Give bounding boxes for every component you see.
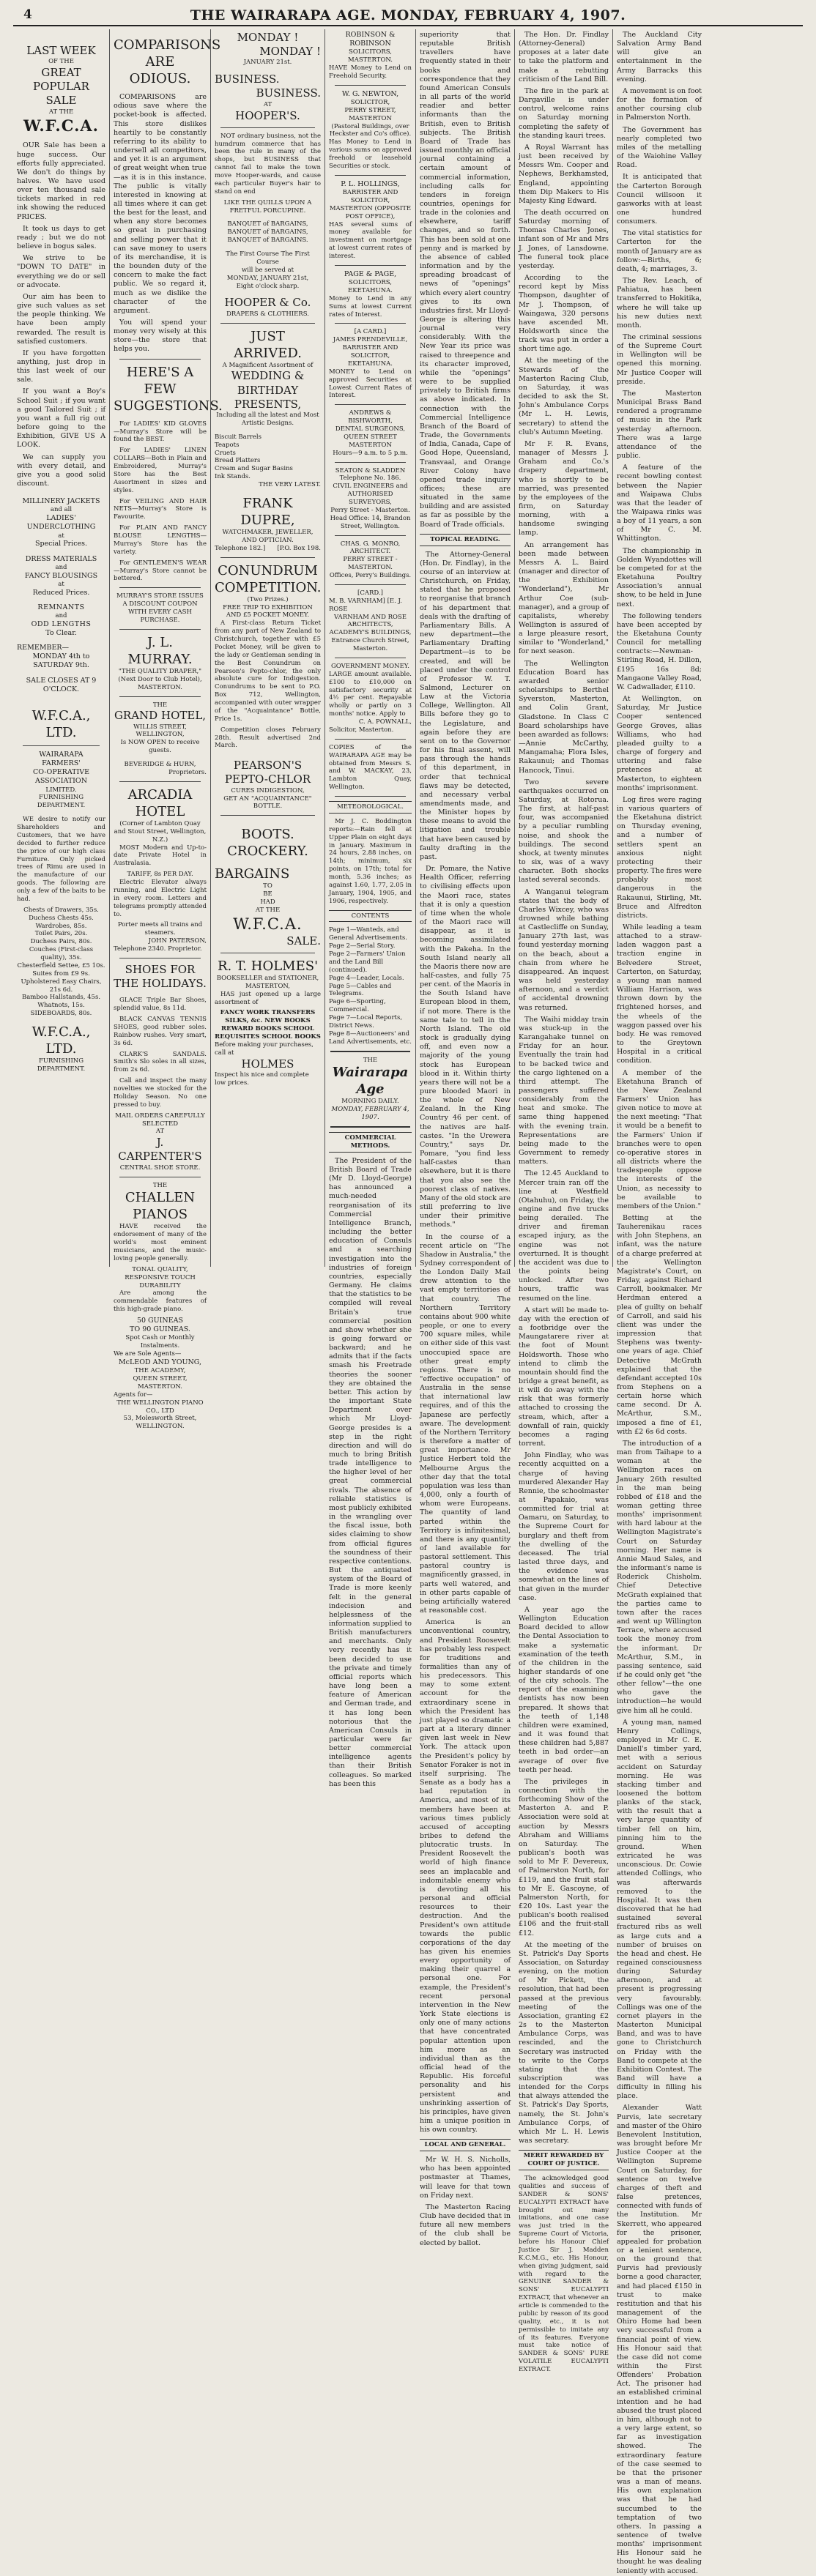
hooper-monday-2: MONDAY ! [259,45,321,59]
suggestion-item: For LADIES' LINEN COLLARS—Both in Plain and Embroidered, Murray's Store has the Best Assortment in sizes and styles. [114,447,207,494]
comparisons-para-2: You will spend your money very wisely at this store—the store that helps you. [114,319,207,354]
local-item: A Royal Warrant has just been received by Messrs Wm. Cooper and Nephews, Berkhamsted, England, appointing them Dip Makers to His Majesty King Edward. [519,143,609,205]
wfca-para-5: If you have forgotten anything, just drop in this last week of our sale. [17,349,105,384]
local-item: The Masterton Racing Club have decided that in future all new members of the club shall be elected by ballot. [420,2203,511,2247]
wfca-ltd-footer: W.F.C.A., LTD. [31,1024,91,1057]
merit-rewarded-heading: MERIT REWARDED BY COURT OF JUSTICE. [519,2150,609,2170]
commercial-methods-continued: superiority that reputable British travellers have frequently stated in their books and correspondence that they found American Consuls in all parts of the world readier and better informants than the British, even to British subjects. The British Board of Trade has issued monthly an official journal containing a certain amount of commercial information, including calls for tenders in foreign countries, openings for trade in the colonies and elsewhere, tariff changes, and so forth. This has been sold at one penny and is marked by the absence of cabled information and by the spreading broadcast of news of "openings" which every alert country gives to its own industries first. Mr Lloyd-George is altering this journal very considerably. With the New Year its price was raised to threepence and its character improved, while the "openings" were to be supplied privately to British firms as above indicated. In connection with the Commercial Intelligence Branch of the Board of Trade, the Governments of India, Canada, Cape of Good Hope, Queensland, Transvaal, and Orange River Colony have opened trade inquiry offices; these are situated in the same building and are assisted as far as possible by the Board of Trade officials. [420,31,511,529]
gift-item: Biscuit Barrels [215,433,262,441]
shoes-mail-orders: MAIL ORDERS CAREFULLY SELECTED [115,1112,205,1128]
challen-street: QUEEN STREET, MASTERTON. [133,1375,188,1391]
grand-hotel-proprietors: BEVERIDGE & HURN, [124,761,196,769]
shoes-at: AT [155,1128,165,1136]
competition-prizes: (Two Prizes.) [247,595,289,603]
andrews-street: QUEEN STREET MASTERTON [344,433,397,449]
hooper-banquet: BANQUET of BARGAINS, BANQUET of BARGAINS, BANQUET of BARGAINS. [227,220,308,245]
wfca-para-4: Our aim has been to give such values as set the people thinking. We have been amply rewarded. The result is satisfied customers. [17,292,105,346]
just-arrived-heading: JUST ARRIVED. [234,328,302,361]
local-item: A feature of the recent bowling contest between the Napier and Waipawa Clubs was that the leader of the Waipawa rinks was a boy of 11 years, a son of Mr C. M. Whittington. [617,464,702,543]
wfca-line-2: and all [50,506,73,514]
hooper-name-heading: HOOPER'S. [235,108,300,122]
robinson-title: SOLICITORS, [349,48,392,56]
local-item: Alexander Watt Purvis, late secretary and master of the Ohiro Benevolent Institution, was brought before Mr Justice Cooper at the Wellington Supreme Court on Saturday, for sentence on twelve charges of theft and false pretences, connected with funds of the Institution. Mr Skerrett, who appeared for the prisoner, appealed for probation or a lenient sentence, on the ground that Purvis had previously borne a good character, and had placed £150 in trust to make restitution and that his management of the Ohiro Home had been very successful from a financial point of view. His Honour said that the case did not come within the First Offenders' Probation Act. The prisoner had an established criminal intention and he had abused the trust placed in him, although not to a very large extent, so far as investigation showed. The extraordinary feature of the case seemed to be that the prisoner was a man of means. His own explanation was that he had succumbed to the temptation of two others. In passing a sentence of twelve months' imprisonment His Honour said he thought he was dealing leniently with accused. [617,2104,702,2575]
furniture-item: Toilet Pairs, 20s. [34,930,88,938]
wfca-heading-2: OF THE [48,58,74,66]
challen-price-high: TO 90 GUINEAS. [130,1325,190,1334]
local-item: The Waihi midday train was stuck-up in the Karangahake tunnel on Friday for an hour. Eventually the train had to be backed twice and the cargo lightened on a third attempt. The passengers suffered considerably from the heat and smoke. The same thing happened with the evening train. Representations are being made to the Government to remedy matters. [519,1015,609,1166]
local-item: The Rev. Leach, of Pahiatua, has been transferred to Hokitika, where he will take up his new duties next month. [617,277,702,330]
holmes-trade: BOOKSELLER and STATIONER, [216,974,319,982]
challen-agents-for: Agents for— [114,1391,153,1399]
monro-name: CHAS. G. MONRO, [340,540,401,548]
prendeville-card: [A CARD.] [354,328,387,336]
wfca-line-15: REMEMBER— [17,644,70,652]
newton-name: W. G. NEWTON, [341,89,399,98]
contents-item: Page 1—Wanteds, and General Advertisements. [329,926,407,942]
suggestions-heading: HERE'S A FEW SUGGESTIONS. [114,364,223,414]
shoes-item: BLACK CANVAS TENNIS SHOES, good rubber soles. Rainbow rushes. Very smart, 3s 6d. [114,1016,207,1047]
meteorological-text: Mr J. C. Boddington reports:—Rain fell at Upper Plain on eight days in January. Maximum in 24 hours, 2.88 inches, on 14th; minimum, six points, on 17th; total for month, 5.36 inches; as against 1.60, 1.77, 2.05 in January, 1904, 1905, and 1906, respectively. [329,817,412,905]
wfca-line-17: SALE CLOSES AT 9 O'CLOCK. [26,676,97,693]
pepto-cures: CURES INDIGESTION, [231,786,305,794]
local-item: At Wellington, on Saturday, Mr Justice Cooper sentenced George Groves, alias Williams, who had pleaded guilty to a charge of forgery and uttering and false pretences at Masterton, to eighteen months' imprisonment. [617,695,702,792]
just-arrived-designs: Including all the latest and Most Artistic Designs. [216,412,319,427]
pepto-chlor-name: PEPTO-CHLOR [224,773,311,786]
editorial-masthead-daily: MORNING DAILY. [341,1098,399,1106]
arcadia-address: (Corner of Lambton Quay and Stout Street, Wellington, N.Z.) [114,819,207,844]
bargains-at: AT THE [255,906,281,914]
shoes-item: GLACE Triple Bar Shoes, splendid value, 8s 11d. [114,997,207,1013]
column-wfca-sale [13,29,110,1267]
crockery-heading: CROCKERY. [227,844,308,860]
prendeville-title: BARRISTER AND SOLICITOR, [342,344,398,360]
challen-terms: Spot Cash or Monthly Instalments. [125,1334,195,1350]
furniture-item: Wardrobes, 85s. [35,922,87,930]
competition-desc: A First-class Return Ticket from any part of New Zealand to Christchurch, together with £5 Pocket Money, will be given to the lady or Gentleman sending in the Best Conundrum on Pearson's Pepto-chlor, the only absolute cure for Indigestion. Conundrums to be sent to P.O. Box 712, Wellington, accompanied with outer wrapper of the "Acquaintance" Bottle, Price 1s. [215,619,321,723]
meteorological-heading: METEOROLOGICAL. [329,801,412,814]
murray-coupon: MURRAY'S STORE ISSUES A DISCOUNT COUPON WITH EVERY CASH PURCHASE. [116,592,204,624]
holmes-footer-name: HOLMES [241,1057,294,1071]
editorial-masthead-title: Wairarapa Age [332,1065,409,1098]
varnham-name: VARNHAM AND ROSE [334,613,407,621]
challen-academy: THE ACADEMY, [134,1367,186,1375]
wfca-line-9: at [58,580,64,588]
hooper-time: Eight o'clock sharp. [236,282,300,290]
wfca-furniture-para: WE desire to notify our Shareholders and Customers, that we have decided to further reduce the price of our high class Furniture. Only picked trees of Rimu are used in the manufacture of our goods. The following are only a few of the baits to be had. [17,816,105,903]
topical-item: The Attorney-General (Hon. Dr. Findlay), in the course of an interview at Christchurch, on Friday, stated that he proposed to reorganise that branch of his department that deals with the drafting of Parliamentary Bills. A new department—the Parliamentary Drafting Department—is to be created, and will be placed under the control of Professor W. T. Salmond, Lecturer on Law at the Victoria College, Wellington. All Bills before they go to the Legislature, and again before they are sent on to the Governor for his final assent, will pass through the hands of this department, in order that technical flaws may be detected, and necessary verbal amendments made, and the Minister hopes by these means to avoid the litigation and trouble that have been caused by faulty drafting in the past. [420,550,511,861]
topical-item: Dr. Pomare, the Native Health Officer, referring to civilising effects upon the Maori race, states that it is only a question of time when the whole of the Maori race will disappear, as it is becoming assimilated with the Pakeha. In the South Island nearly all the Maoris there now are half-castes, and fully 75 per cent. of the Maoris in the South Island have European blood in them, if not more. There is the same tale to tell in the North Island. The old stock is gradually dying off, and even now a majority of the young stock has European blood in it. Within thirty years there will not be a pure blooded Maori in the whole of New Zealand. In the King Country 46 per cent. of the natives are half-castes. "In the Urewera Country," says Dr. Pomare, "you find less half-castes than elsewhere, but it is there that you also see the poorest class of natives. Many of the old stock are still preferring to live under their primitive methods." [420,865,511,1229]
comparisons-heading: COMPARISONS ARE ODIOUS. [114,37,221,87]
robinson-town: MASTERTON. [347,56,393,64]
local-item: The Hon. Dr. Findlay (Attorney-General) proposes at a later date to take the platform and make a rebutting criticism of the Land Bill. [519,31,609,83]
murray-name: J. L. MURRAY. [127,634,193,667]
local-item: A member of the Eketahuna Branch of the New Zealand Farmers' Union has given notice to move at the next meeting: "That it would be a benefit to the Farmers' Union if branches were to open co-operative stores in all districts where the tradespeople oppose the interests of the Union, as necessity to be available to members of the Union." [617,1068,702,1210]
challen-pianos: PIANOS [132,1207,188,1223]
seaton-title: CIVIL ENGINEERS and AUTHORISED SURVEYORS, [333,483,408,507]
column-topical-reading [416,29,515,2247]
furniture-item: Bamboo Hallstands, 45s. [21,994,101,1002]
grand-hotel-open: Is NOW OPEN to receive guests. [120,739,200,755]
contents-item: Page 7—Local Reports, District News. [329,1014,403,1030]
wfca-ltd-line-5: LIMITED. [45,786,77,794]
andrews-title: DENTAL SURGEONS, [335,425,406,433]
grand-hotel-name: GRAND HOTEL, [114,709,207,723]
furniture-item: Duchess Pairs, 80s. [30,938,92,946]
challen-price-low: 50 GUINEAS [136,1317,184,1325]
seaton-street: Perry Street - Masterton. [330,506,410,514]
gift-item: Teapots [215,441,240,449]
local-item: The fire in the park at Dargaville is under control, welcome rains on Saturday morning completing the safety of the standing kauri trees. [519,86,609,140]
wfca-line-5: Special Prices. [34,540,88,548]
shoes-item: Call and inspect the many novelties we stocked for the Holiday Season. No one pressed to buy. [114,1077,207,1109]
wfca-para-2: It took us days to get ready ; but we do not believe in bogus sales. [17,224,105,251]
local-item: The introduction of a man from Taihape to a woman at the Wellington races on January 26th resulted in the man being robbed of £18 and the woman getting three months' imprisonment with hard labour at the Wellington Magistrate's Court on Saturday morning. Her name is Annie Maud Sales, and the informant's name is Roderick Chisholm. Chief Detective McGrath explained that the parties came to town after the races and went up Willington Terrace, where accused took the money from the informant. Dr McArthur, S.M., in passing sentence, said if he could only get "the other fellow"—the one who gave the introduction—he would give him all he could. [617,1439,702,1715]
local-item: The Auckland City Salvation Army Band will give an entertainment in the Army Barracks this evening. [617,31,702,83]
holmes-inspect: Inspect his nice and complete low prices. [215,1071,309,1087]
local-item: At the meeting of the Stewards of the Masterton Racing Club, on Saturday, it was decided to ask the St. John's Ambulance Corps (Mr L. H. Lewis, secretary) to attend the club's Autumn Meeting. [519,357,609,436]
local-item: An arrangement has been made between Messrs A. L. Baird (manager and director of the Exhibition "Wonderland"), Mr Arthur Coe (sub-manager), and a group of capitalists, whereby Wellington is assured of a large pleasure resort, similar to "Wonderland," for next season. [519,540,609,656]
page-and-page-title: SOLICITORS, EKETAHUNA. [348,279,393,294]
furniture-item: SIDEBOARDS, 80s. [30,1010,92,1018]
topical-item: America is an unconventional country, and President Roosevelt has probably less respect for traditions and formalities than any of his predecessors. This may to some extent account for the extraordinary scene in which the President has just played so dramatic a part at a literary dinner given last week in New York. The attack upon the President's policy by Senator Foraker is not in itself surprising. The Senate as a body has a bad reputation in America, and most of its members have been at various times publicly accused of accepting bribes to defend the plutocratic trusts. In President Roosevelt the world of high finance sees an implacable and indomitable enemy who is devoting all his personal and official resources to their destruction. And the President's own attitude towards the public corporations of the day has given his enemies every opportunity of making their quarrel a personal one. For example, the President's recent personal intervention in the New York State elections is only one of many actions that have concentrated popular attention upon him more as an individual than as the official head of the Republic. His forceful personality and his persistent and unshrinking assertion of his principles, have given him a unique position in his own country. [420,1618,511,2134]
arcadia-tariff: TARIFF, 8s PER DAY. [127,871,193,879]
wfca-line-13: ODD LENGTHS [31,619,92,628]
gift-item: Cruets [215,449,236,457]
copies-notice: COPIES of the WAIRARAPA AGE may be obtained from Messrs S. and W. MACKAY, 23, Lambton Quay, Wellington. [329,743,412,792]
hollings-desc: HAS several sums of money available for investment on mortgage at lowest current rates of interest. [329,220,412,260]
local-item: The Masterton Municipal Brass Band rendered a programme of music in the Park yesterday afternoon. There was a large attendance of the public. [617,389,702,461]
hollings-address: MASTERTON (OPPOSITE POST OFFICE), [329,204,412,220]
local-item: The championship in Golden Wyandottes will be competed for at the Eketahuna Poultry Association's annual show, to be held in June next. [617,546,702,608]
local-item: It is anticipated that the Carterton Borough Council willsoon it gasworks with at least one hundred consumers. [617,173,702,226]
wfca-para-1: OUR Sale has been a huge success. Our efforts fully appreciated. We don't do things by halves. We have used over ten thousand sale tickets marked in red ink showing the reduced PRICES. [17,141,105,221]
contents-item: Page 4—Leader, Locals. [329,974,404,982]
furniture-item: Chests of Drawers, 35s. [23,906,99,914]
conundrum-heading: CONUNDRUM [218,562,318,578]
varnham-partners: M. B. VARNHAM] [E. J. ROSE [329,597,402,613]
prendeville-town: EKETAHUNA. [348,360,393,368]
varnham-card: [CARD.] [357,589,383,597]
hooper-date: JANUARY 21st. [243,59,292,67]
carpenter-store: CENTRAL SHOE STORE. [119,1164,201,1172]
arcadia-electric: Electric Elevator always running, and Electric Light in every room. Letters and telegrams promptly attended to. [114,879,207,918]
frank-dupre-trade: WATCHMAKER, JEWELLER, AND OPTICIAN. [222,528,314,544]
just-arrived-latest: THE VERY LATEST. [259,481,321,488]
wfca-line-14: To Clear. [45,628,77,637]
wfca-line-4: at [58,532,64,540]
competition-free-trip: FREE TRIP TO EXHIBITION AND £5 POCKET MONEY. [223,603,313,619]
wfca-heading-5: AT THE [48,108,74,116]
arcadia-proprietor: JOHN PATERSON, [148,937,207,945]
local-item: A young man, named Henry Collings, employed in Mr C. E. Daniell's timber yard, met with a serious accident on Saturday morning. He was stacking timber and loosened the bottom planks of the stack, with the result that a very large quantity of timber fell on him, pinning him to the ground. When extricated he was unconscious. Dr. Cowie attended Collings, who was afterwards removed to the Hospital. It was then discovered that he had sustained several fractured ribs as well as large cuts and a number of bruises on the head and chest. He regained consciousness during Saturday afternoon, and at present is progressing very favourably. Collings was one of the cornet players in the Masterton Municipal Band, and was to have gone to Christchurch on Friday with the Band to compete at the Exhibition Contest. The Band will have a difficulty in filling his place. [617,1718,702,2101]
hooper-drapers: DRAPERS & CLOTHIERS. [226,310,309,318]
wfca-furnishing-footer: FURNISHING DEPARTMENT. [37,1057,86,1073]
wfca-line-3: LADIES' UNDERCLOTHING [26,514,96,532]
murray-town: MASTERTON. [137,683,183,691]
local-item: A year ago the Wellington Education Board decided to allow the Dental Association to make a systematic examination of the teeth of the children in the higher standards of one of the city schools. The report of the examining dentists has now been prepared. It shows that the teeth of 1,148 children were examined, and it was found that these children had 5,887 teeth in bad order—an average of over five teeth per head. [519,1605,609,1774]
frank-dupre-telephone [215,545,321,553]
commercial-methods-heading: COMMERCIAL METHODS. [329,1132,412,1153]
grand-hotel-address: WILLIS STREET, WELLINGTON, [133,723,187,739]
shoes-heading: SHOES FOR THE HOLIDAYS. [114,962,207,991]
wfca-line-16: MONDAY 4th to SATURDAY 9th. [32,652,90,670]
wfca-line-10: Reduced Prices. [32,588,90,597]
murray-location: (Next Door to Club Hotel), [118,675,202,683]
page-and-page-desc: Money to Lend in any Sums at lowest Current rates of Interest. [329,294,412,319]
wfca-para-3: We strive to be "DOWN TO DATE" in everything we do or sell or advocate. [17,254,105,289]
bargains-wfca: W.F.C.A. [233,915,303,933]
grand-hotel-the: THE [152,701,168,709]
suggestion-item: For PLAIN AND FANCY BLOUSE LENGTHS—Murray's Store has the variety. [114,524,207,556]
newspaper-columns [13,29,803,2575]
gift-item: Bread Platters [215,457,261,465]
holmes-call: Before making your purchases, call at [215,1041,314,1057]
varnham-title: ARCHITECTS, [347,621,393,629]
wellington-piano-address: 53, Molesworth Street, [123,1415,197,1423]
local-item: The 12.45 Auckland to Mercer train ran off the line at Westfield (Otahuhu), on Friday, the engine and five trucks being derailed. The driver and fireman escaped injury, as the engine was not overturned. It is thought the accident was due to the points being unlocked. After two hours, traffic was resumed on the line. [519,1169,609,1303]
monro-street: PERRY STREET - MASTERTON. [343,556,398,572]
newton-street: PERRY STREET, MASTERTON [344,106,396,122]
frank-dupre-name: FRANK DUPRE, [240,495,295,528]
column-local-news-1 [515,29,613,2373]
topical-reading-heading: TOPICAL READING. [420,534,511,546]
challen-agents-label: We are Sole Agents— [114,1350,182,1358]
govt-money-title: Solicitor, Masterton. [329,726,394,734]
robinson-name: ROBINSON & ROBINSON [345,31,396,48]
andrews-name: ANDREWS & BISHWORTH, [348,409,393,425]
commercial-methods-text: The President of the British Board of Trade (Mr D. Lloyd-George) has announced a much-needed reorganisation of its Commercial Intelligence Branch, including the better education of Consuls and a searching investigation into the industries of foreign countries, especially Germany. He claims that the statistics to be compiled will reveal Britain's true commercial position and show whether she is going forward or backward; and he admits that if the facts smash his Freetrade theories the sooner they are obtained the better. This action by the important State Department over which Mr Lloyd-George presides is a step in the right direction and will do much to bring British trade intelligence to the higher level of her great commercial rivals. The absence of reliable statistics is most publicly exhibited in the wrangling over the fiscal issue, both sides claiming to show from official figures the soundness of their respective contentions. But the antiquated system of the Board of Trade is more keenly felt in the general indecision and helplessness of the information supplied to British manufacturers and merchants. Only very recently has it been decided to use the private and timely official reports which have long been a feature of American and German trade, and it has long been notorious that the American Consuls in particular were far better commercial intelligence agents than their British colleagues. So marked has been this [329,1156,412,1788]
varnham-building: ACADEMY'S BUILDINGS, [329,629,412,637]
furniture-item: Whatnots, 15s. [37,1002,85,1010]
hooper-monday-date: MONDAY, JANUARY 21st, [226,274,309,282]
wfca-para-7: We can supply you with every detail, and give you a good solid discount. [17,453,105,488]
suggestion-item: For GENTLEMEN'S WEAR—Murray's Store cannot be bettered. [114,559,207,583]
carpenter-name: J. CARPENTER'S [118,1136,202,1164]
wfca-heading-4: SALE [45,94,77,108]
arcadia-porter: Porter meets all trains and steamers. [117,921,203,937]
seaton-name: SEATON & SLADDEN [335,466,406,474]
wfca-heading-1: LAST WEEK [26,44,96,57]
varnham-entrance: Entrance Church Street, Masterton. [331,637,409,653]
contents-item: Page 2—Serial Story. [329,942,396,950]
local-item: A start will be made to-day with the erection of a footbridge over the Maungatarere river at the foot of Mount Holdsworth. Those who intend to climb the mountain should find the bridge a great benefit, as it will do away with the risk that was formerly attached to crossing the stream, which, after a downfall of rain, quickly becomes a raging torrent. [519,1306,609,1448]
local-item: Log fires were raging in various quarters of the Eketahuna district on Thursday evening, and a number of settlers spent an anxious night protecting their property. The fires were probably most dangerous in the Rakaunui, Stirling, Mt. Bruce and Alfredton districts. [617,795,702,920]
furniture-item: Suites from £9 9s. [32,969,90,978]
holmes-town: MASTERTON, [245,982,291,990]
page-number: 4 [23,7,32,22]
local-item: According to the record kept by Miss Thompson, daughter of Mr J. Thompson, of Waingawa, 320 persons have ascended Mt. Holdsworth since the track was put in order a short time ago. [519,274,609,354]
bargains-be: BE [263,890,272,898]
local-item: While leading a team attached to a straw-laden waggon past a traction engine in Belvedere Street, Carterton, on Saturday, a young man named William Harrison, was thrown down by the frightened horses, and the wheels of the waggon passed over his body. He was removed to the Greytown Hospital in a critical condition. [617,923,702,1065]
contents-heading: CONTENTS [329,910,412,923]
challen-desc: HAVE received the endorsement of many of the world's most eminent musicians, and the music-loving people generally. [114,1223,207,1262]
hooper-co: HOOPER & Co. [224,296,311,310]
contents-item: Page 2—Farmers' Union and the Land Bill (continued). [329,950,406,974]
local-item: A Wanganui telegram states that the body of Charles Wixcey, who was drowned while bathing at Castlecliffe on Sunday, January 27th last, was found yesterday morning on the beach, about a chain from where he disappeared. An inquest was held yesterday afternoon, and a verdict of accidental drowning was returned. [519,887,609,1012]
local-item: At the meeting of the St. Patrick's Day Sports Association, on Saturday evening, on the motion of Mr Pickett, the resolution, that had been passed at the previous meeting of the Association, granting £2 2s to the Masterton Ambulance Corps, was rescinded, and the Secretary was instructed to write to the Corps stating that the subscription was intended for the Corps that always attended the St. Patrick's Day Sports, namely, the St. John's Ambulance Corps, of which Mr L. H. Lewis was secretary. [519,1940,609,2145]
competition-heading: COMPETITION. [215,579,322,595]
merit-rewarded-text: The acknowledged good qualities and success of SANDER & SONS' EUCALYPTI EXTRACT have brought out many imitations, and one case was just tried in the Supreme Court of Victoria, before his Honour Chief Justice Sir J. Madden K.C.M.G., etc. His Honour, when giving judgment, said with regard to the GENUINE SANDER & SONS' EUCALYPTI EXTRACT, that whenever an article is commended to the public by reason of its good quality, etc., it is not permissible to imitate any of its features. Everyone must take notice of SANDER & SONS' PURE VOLATILE EUCALYPTI EXTRACT. [519,2175,609,2373]
just-arrived-presents: WEDDING & BIRTHDAY PRESENTS, [231,369,305,411]
arcadia-telephone: Telephone 2340. Proprietor. [114,945,202,953]
challen-name: CHALLEN [125,1190,196,1206]
wfca-heading-3: GREAT POPULAR [33,66,89,94]
local-item: The privileges in connection with the forthcoming Show of the Masterton A. and P. Association were sold at auction by Messrs Abraham and Williams on Saturday. The publican's booth was sold to Mr F. Devereux, of Palmerston North, for £119, and the fruit stall to Mr E. Gascoyne, of Palmerston North, for £20 10s. Last year the publican's booth realised £106 and the fruit-stall £12. [519,1777,609,1937]
newton-desc: Has Money to Lend in various sums on approved freehold or leasehold Securities or stock. [329,138,412,170]
masthead [13,7,803,26]
holmes-items: FANCY WORK TRANSFERS SILKS, &c. NEW BOOKS REWARD BOOKS SCHOOL REQUISITES SCHOOL BOOKS [215,1009,321,1041]
gift-item: Ink Stands. [215,473,251,481]
local-item: John Findlay, who was recently acquitted on a charge of having murdered Alexander Hay Rennie, the schoolmaster at Papakaio, was committed for trial at Oamaru, on Saturday, to the Supreme Court for burglary and theft from the dwelling of the deceased. The trial lasted three days, and the evidence was somewhat on the lines of that given in the murder case. [519,1451,609,1602]
newton-office: (Pastoral Buildings, over Heckster and Co's office). [329,122,412,138]
grand-hotel-prop-label: Proprietors. [168,768,207,776]
contents-item: Page 8—Auctioneers' and Land Advertisements, etc. [329,1030,412,1046]
local-item: The vital statistics for Carterton for the month of January are as follow:—Births, 6; death, 4; marriages, 3. [617,229,702,273]
arcadia-desc: MOST Modern and Up-to-date Private Hotel in Australasia. [114,844,207,868]
challen-features: Are among the commendable features of this high-grade piano. [114,1289,207,1314]
hooper-business-2: BUSINESS. [256,86,321,100]
local-item: Two severe earthquakes occurred on Saturday, at Rotorua. The first, at half-past four, was accompanied by a peculiar rumbling noise, and shook the buildings. The second shock, at twenty minutes to six, was of a wavy character. Both shocks lasted several seconds. [519,778,609,885]
editorial-masthead-the: THE [363,1056,378,1064]
newspaper-title: THE WAIRARAPA AGE. MONDAY, FEBRUARY 4, 1907. [190,7,626,23]
holmes-desc: HAS just opened up a large assortment of [215,990,321,1006]
andrews-hours: Hours—9 a.m. to 5 p.m. [333,449,408,457]
wfca-ltd-line-3: CO-OPERATIVE [32,768,90,777]
hooper-at: AT [263,100,272,108]
topical-item: In the course of a recent article on "The Shadow in Australia," the Sydney correspondent of the London Daily Mail drew attention to the vast empty territories of that country. The Northern Territory contains about 900 white people, or one to every 700 square miles, while on either side of this vast unoccupied space are other great empty regions. There is no "effective occupation" of Australia in the sense that international law requires, and of this the Japanese are perfectly aware. The development of the Northern Territory is therefore a matter of great importance. Mr Justice Herbert told the Melbourne Argus the other day that the total population was less than 4,000, only a fourth of whom were Europeans. The quantity of land parted within the Territory is infinitesimal, and there is any quantity of land available for pastoral settlement. This pastoral country is magnificently grassed, in parts well watered, and in other parts capable of being artificially watered at reasonable cost. [420,1232,511,1615]
holmes-name: R. T. HOLMES' [217,958,319,974]
hooper-para: NOT ordinary business, not the humdrum commerce that has been the rule in many of the shops, but BUSINESS that cannot fail to make the town move Hooper-wards, and cause each particular Buyer's hair to stand on end [215,132,321,196]
column-local-news-2 [613,29,705,2575]
wfca-ltd-line-1: WAIRARAPA [39,750,84,759]
hooper-monday-1: MONDAY ! [237,31,299,44]
gift-item: Cream and Sugar Basins [215,465,293,473]
seaton-head-office: Head Office: 14, Brandon Street, Wellington. [330,514,411,530]
furniture-item: Couches (First-class quality), 35s. [29,946,94,962]
wfca-line-1: MILLINERY JACKETS [22,497,100,506]
hooper-served: will be served at [241,266,294,274]
wellington-piano-co: THE WELLINGTON PIANO CO., LTD [116,1399,204,1415]
challen-the: THE [152,1181,168,1189]
column-professional-cards [325,29,416,1788]
contents-item: Page 5—Cables and Telegrams. [329,982,392,998]
pepto-bottle: GET AN "ACQUAINTANCE" BOTTLE. [223,794,312,811]
bargains-heading: BARGAINS [215,866,290,882]
wfca-para-6: If you want a Boy's School Suit ; if you want a good Tailored Suit ; if you want a full rig out before going to the Exhibition, GIVE US A LOOK. [17,387,105,450]
arcadia-name: ARCADIA HOTEL [127,786,193,819]
bargains-sale: SALE. [286,934,321,948]
frank-dupre-phone: Telephone 182.] [215,544,266,552]
hooper-business-1: BUSINESS. [215,72,280,86]
prendeville-desc: MONEY to Lend on approved Securities at Lowest Current Rates of Interest. [329,368,412,400]
hollings-title: BARRISTER AND SOLICITOR, [342,189,398,204]
frank-dupre-box: [P.O. Box 198. [277,544,321,552]
local-item: The death occurred on Saturday morning of Thomas Charles Jones, infant son of Mr and Mrs J. Jones, of Lansdowne. The funeral took place yesterday. [519,208,609,270]
wfca-ltd-line-6: FURNISHING DEPARTMENT. [37,794,86,810]
local-item: Betting at the Tauherenikau races with John Stephens, an infant, was the nature of a charge preferred at the Wellington Magistrate's Court, on Friday, against Richard Carroll, bookmaker. Mr Herdman entered a plea of guilty on behalf of Carroll, and said his client was under the impression that Stephens was twenty-one years of age. Chief Detective McGrath explained that the defendant accepted 10s from Stephens on a certain horse which came second. Dr A. McArthur, S.M., imposed a fine of £1, with £2 6s 6d costs. [617,1214,702,1436]
wfca-ltd-line-2: FARMERS' [42,759,81,768]
wfca-line-11: REMNANTS [37,603,85,611]
suggestion-item: For LADIES' KID GLOVES—Murray's Store will be found the BEST. [114,420,207,444]
monro-title: ARCHITECT. [349,548,391,556]
bargains-to: TO [263,882,272,890]
pearsons-name: PEARSON'S [233,759,303,773]
wfca-line-12: and [55,611,67,619]
govt-money-contact: C. A. POWNALL, [358,718,412,726]
wfca-ltd-heading: W.F.C.A., LTD. [31,707,91,740]
boots-heading: BOOTS. [241,827,294,843]
furniture-item: Upholstered Easy Chairs, 21s 6d. [21,978,102,994]
furniture-item: Chesterfield Settee, £5 10s. [17,961,105,969]
local-item: Mr W. H. S. Nicholls, who has been appointed postmaster at Thames, will leave for that town on Friday next. [420,2156,511,2200]
monro-offices: Offices, Perry's Buildings. [329,572,412,580]
wfca-ltd-line-4: ASSOCIATION [34,777,88,786]
competition-closes: Competition closes February 28th. Result advertised 2nd March. [215,726,321,750]
govt-money-desc: LARGE amount available. £100 to £10,000 on satisfactory security at 4½ per cent. Repayable wholly or partly on 3 months' notice. Apply to [329,670,412,718]
furniture-item: Duchess Chests 45s. [29,914,94,922]
local-item: The following tenders have been accepted by the Eketahuna County Council for metalling contracts:—Newman-Stirling Road, H. Dillon, £195 16s 8d; Mangaone Valley Road, W. Cadwallader, £110. [617,611,702,691]
hollings-name: P. L. HOLLINGS, [341,179,400,188]
column-hooper [211,29,325,1267]
murray-tagline: "THE QUALITY DRAPER," [118,667,202,675]
seaton-telephone: Telephone No. 186. [339,474,401,483]
page-and-page-name: PAGE & PAGE, [344,269,397,278]
wfca-line-6: DRESS MATERIALS [25,554,97,563]
challen-agents: McLEOD AND YOUNG, [118,1358,202,1367]
local-item: The criminal sessions of the Supreme Court in Wellington will be opened this morning. Mr Justice Cooper will preside. [617,333,702,386]
wfca-heading-6: W.F.C.A. [23,116,99,135]
local-item: The Government has nearly completed two miles of the metalling of the Waiohine Valley Road. [617,125,702,170]
local-item: Mr F. R. Evans, manager of Messrs J. Graham and Co.'s drapery department, who is shortly to be married, was presented by the employees of the firm, on Saturday morning, with a handsome swinging lamp. [519,439,609,537]
column-murray [110,29,223,1431]
suggestion-item: For VEILING AND HAIR NETS—Murray's Store is Favourite. [114,497,207,521]
contents-item: Page 6—Sporting, Commercial. [329,998,386,1014]
bargains-had: HAD [260,898,275,907]
robinson-desc: HAVE Money to Lend on Freehold Security. [329,64,412,80]
shoes-item: CLARK'S SANDALS. Smith's Slo soles in all sizes, from 2s 6d. [114,1050,207,1074]
newton-title: SOLICITOR, [350,98,390,106]
hooper-first-course: The First Course The First Course [226,250,310,266]
govt-money-heading: GOVERNMENT MONEY. [330,662,410,670]
wfca-line-8: FANCY BLOUSINGS [24,571,98,580]
prendeville-name: JAMES PRENDEVILLE, [333,336,408,344]
hooper-porcupine: LIKE THE QUILLS UPON A FRETFUL PORCUPINE. [223,198,312,215]
comparisons-para-1: COMPARISONS are odious save where the pocket-book is affected. This store dislikes heartily to be constantly referring to its ability to undersell all competitors, and yet it is an argument of great weight when true—as it is in this instance. The public is vitally interested in knowing at all times where it can get the best for the least, and when any store becomes so great in purchasing and selling power that it can save money to users of its merchandise, it is the bounden duty of the concern to make the fact public. We so regard it, much as we dislike the character of the argument. [114,93,207,315]
wfca-line-7: and [55,563,67,571]
local-item: A movement is on foot for the formation of another coursing club in Palmerston North. [617,86,702,122]
local-general-heading: LOCAL AND GENERAL. [420,2139,511,2151]
local-item: The Wellington Education Board has awarded senior scholarships to Berthel Syverston, Masterton, and Colin Grant, Gladstone. In Class C Board scholarships have been awarded as follows:—Annie McCarthy, Mangamaha; Flora Isles, Rakaunui; and Thomas Hancock, Tinui. [519,659,609,775]
challen-quality: TONAL QUALITY, RESPONSIVE TOUCH DURABILITY [125,1265,196,1289]
wellington-piano-city: WELLINGTON. [136,1423,185,1431]
just-arrived-assortment: A Magnificent Assortment of [222,361,314,369]
editorial-masthead-date: MONDAY, FEBRUARY 4, 1907. [331,1106,409,1122]
